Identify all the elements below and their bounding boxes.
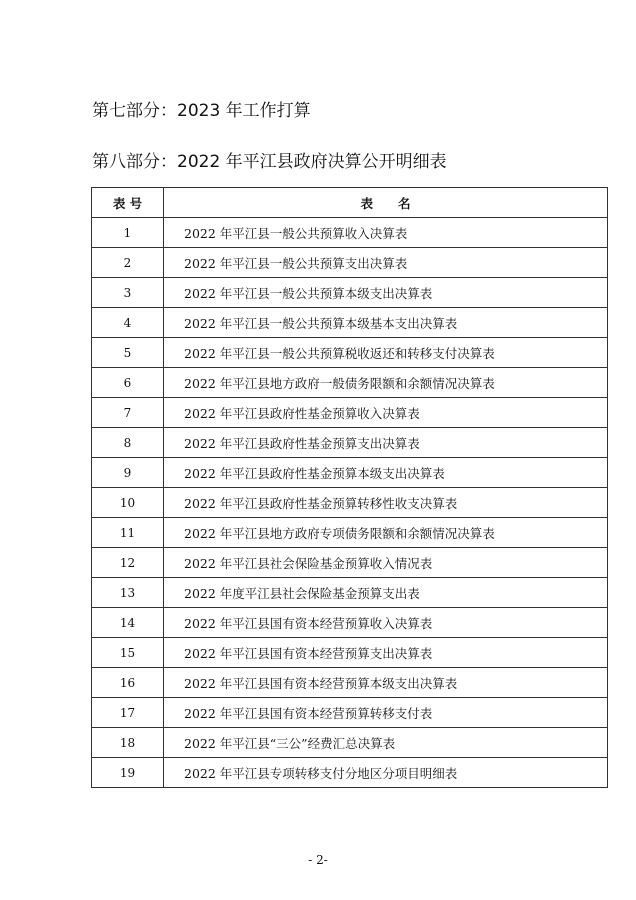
row-table-name: 2022 年平江县一般公共预算税收返还和转移支付决算表 (164, 338, 608, 368)
table-row (92, 578, 608, 608)
row-table-name: 2022 年平江县一般公共预算收入决算表 (164, 218, 608, 248)
row-number: 13 (92, 578, 164, 608)
table-row (92, 458, 608, 488)
page-number: - 2- (308, 853, 328, 867)
row-number: 14 (92, 608, 164, 638)
row-number: 17 (92, 698, 164, 728)
row-table-name: 2022 年度平江县社会保险基金预算支出表 (164, 578, 608, 608)
row-number: 16 (92, 668, 164, 698)
table-row (92, 698, 608, 728)
row-number: 4 (92, 308, 164, 338)
row-number: 9 (92, 458, 164, 488)
row-table-name: 2022 年平江县地方政府一般债务限额和余额情况决算表 (164, 368, 608, 398)
table-row (92, 338, 608, 368)
row-table-name: 2022 年平江县政府性基金预算支出决算表 (164, 428, 608, 458)
row-number: 15 (92, 638, 164, 668)
table-header-row (92, 188, 608, 218)
row-table-name: 2022 年平江县一般公共预算本级支出决算表 (164, 278, 608, 308)
row-table-name: 2022 年平江县地方政府专项债务限额和余额情况决算表 (164, 518, 608, 548)
row-table-name: 2022 年平江县一般公共预算支出决算表 (164, 248, 608, 278)
header-table-name: 表 名 (164, 188, 608, 218)
row-table-name: 2022 年平江县专项转移支付分地区分项目明细表 (164, 758, 608, 788)
table-row (92, 548, 608, 578)
row-table-name: 2022 年平江县国有资本经营预算转移支付表 (164, 698, 608, 728)
table-row (92, 668, 608, 698)
row-table-name: 2022 年平江县社会保险基金预算收入情况表 (164, 548, 608, 578)
table-row (92, 308, 608, 338)
row-table-name: 2022 年平江县政府性基金预算本级支出决算表 (164, 458, 608, 488)
table-row (92, 488, 608, 518)
row-table-name: 2022 年平江县国有资本经营预算本级支出决算表 (164, 668, 608, 698)
row-number: 11 (92, 518, 164, 548)
row-table-name: 2022 年平江县国有资本经营预算支出决算表 (164, 638, 608, 668)
table-row (92, 398, 608, 428)
header-table-number: 表 号 (92, 188, 164, 218)
row-number: 19 (92, 758, 164, 788)
report-list-table (91, 187, 608, 788)
table-row (92, 608, 608, 638)
row-number: 18 (92, 728, 164, 758)
row-table-name: 2022 年平江县一般公共预算本级基本支出决算表 (164, 308, 608, 338)
table-row (92, 368, 608, 398)
row-number: 12 (92, 548, 164, 578)
row-table-name: 2022 年平江县国有资本经营预算收入决算表 (164, 608, 608, 638)
row-table-name: 2022 年平江县“三公”经费汇总决算表 (164, 728, 608, 758)
table-row (92, 758, 608, 788)
table-row (92, 428, 608, 458)
row-table-name: 2022 年平江县政府性基金预算收入决算表 (164, 398, 608, 428)
table-row (92, 218, 608, 248)
row-number: 7 (92, 398, 164, 428)
row-table-name: 2022 年平江县政府性基金预算转移性收支决算表 (164, 488, 608, 518)
row-number: 3 (92, 278, 164, 308)
row-number: 6 (92, 368, 164, 398)
part7-heading: 第七部分：2023 年工作打算 (92, 101, 311, 121)
table-row (92, 728, 608, 758)
row-number: 8 (92, 428, 164, 458)
part8-heading: 第八部分：2022 年平江县政府决算公开明细表 (92, 152, 447, 172)
row-number: 10 (92, 488, 164, 518)
table-row (92, 248, 608, 278)
table-row (92, 518, 608, 548)
table-row (92, 638, 608, 668)
table-row (92, 278, 608, 308)
row-number: 2 (92, 248, 164, 278)
row-number: 5 (92, 338, 164, 368)
row-number: 1 (92, 218, 164, 248)
